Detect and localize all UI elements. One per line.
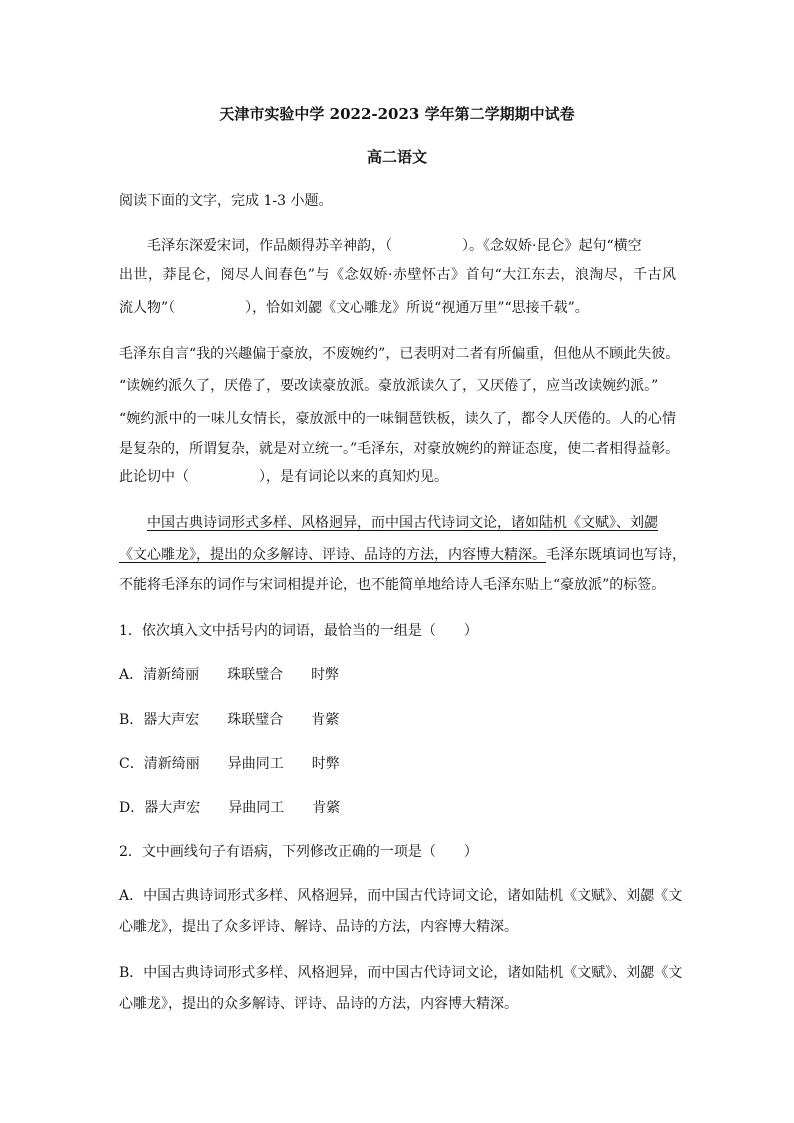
passage-p3-line2 <box>119 545 686 565</box>
exam-title: 天津市实验中学 2022-2023 学年第二学期期中试卷 <box>219 105 575 123</box>
option-label: A． <box>119 667 144 683</box>
passage-p2-line2: “读婉约派久了，厌倦了，要改读豪放派。豪放派读久了，又厌倦了，应当改读婉约派。” <box>119 378 659 394</box>
passage-p1-line3: 流人物”（ ），恰如刘勰《文心雕龙》所说“视通万里”“思接千载”。 <box>119 300 589 316</box>
q1-option-b: B．器大声宏 珠联璧合 肯綮 <box>119 712 340 728</box>
passage-p3-line2-rest: 毛泽东既填词也写诗， <box>546 547 686 563</box>
passage-p3-line3: 不能将毛泽东的词作与宋词相提并论，也不能简单地给诗人毛泽东贴上“豪放派”的标签。 <box>119 577 666 593</box>
q1-option-d: D．器大声宏 异曲同工 肯綮 <box>119 800 341 816</box>
question-2-stem: 2．文中画线句子有语病，下列修改正确的一项是（ ） <box>119 844 478 860</box>
q2-option-a-line1: A．中国古典诗词形式多样、风格迥异，而中国古代诗词文论，诸如陆机《文赋》、刘勰《文 <box>119 888 683 904</box>
q1-option-c: C．清新绮丽 异曲同工 时弊 <box>119 756 340 772</box>
question-1-stem: 1．依次填入文中括号内的词语，最恰当的一组是（ ） <box>119 623 478 639</box>
option-label: D． <box>119 800 145 816</box>
passage-p2-line4: 是复杂的，所谓复杂，就是对立统一。”毛泽东，对豪放婉约的辩证态度，使二者相得益彰。 <box>119 441 680 457</box>
passage-p1-line2: 出世，莽昆仑，阅尽人间春色”与《念奴娇·赤壁怀古》首句“大江东去，浪淘尽，千古风 <box>119 267 676 283</box>
underlined-sentence-line2: 《文心雕龙》，提出的众多解诗、评诗、品诗的方法，内容博大精深。 <box>119 547 546 563</box>
option-label: C． <box>119 756 144 772</box>
exam-subject: 高二语文 <box>366 148 427 166</box>
passage-p2-line1: 毛泽东自言“我的兴趣偏于豪放，不废婉约”，已表明对二者有所偏重，但他从不顾此失彼。 <box>119 346 680 362</box>
passage-p2-line5: 此论切中（ ），是有词论以来的真知灼见。 <box>119 469 448 485</box>
q2-option-b-line1: B．中国古典诗词形式多样、风格迥异，而中国古代诗词文论，诸如陆机《文赋》、刘勰《文 <box>119 965 683 981</box>
underlined-sentence-line1: 中国古典诗词形式多样、风格迥异，而中国古代诗词文论，诸如陆机《文赋》、刘勰 <box>147 515 658 531</box>
q2-option-b-line2: 心雕龙》，提出的众多解诗、评诗、品诗的方法，内容博大精深。 <box>119 996 518 1012</box>
option-label: B． <box>119 712 144 728</box>
passage-p1-line1: 毛泽东深爱宋词，作品颇得苏辛神韵，（ ）。《念奴娇·昆仑》起句“横空 <box>147 238 642 254</box>
q2-option-a-line2: 心雕龙》，提出了众多评诗、解诗、品诗的方法，内容博大精深。 <box>119 919 518 935</box>
reading-instruction: 阅读下面的文字，完成 1-3 小题。 <box>119 193 333 209</box>
q1-option-a: A．清新绮丽 珠联璧合 时弊 <box>119 667 340 683</box>
passage-p2-line3: “婉约派中的一味儿女情长，豪放派中的一味铜琶铁板，读久了，都令人厌倦的。人的心情 <box>119 411 676 427</box>
